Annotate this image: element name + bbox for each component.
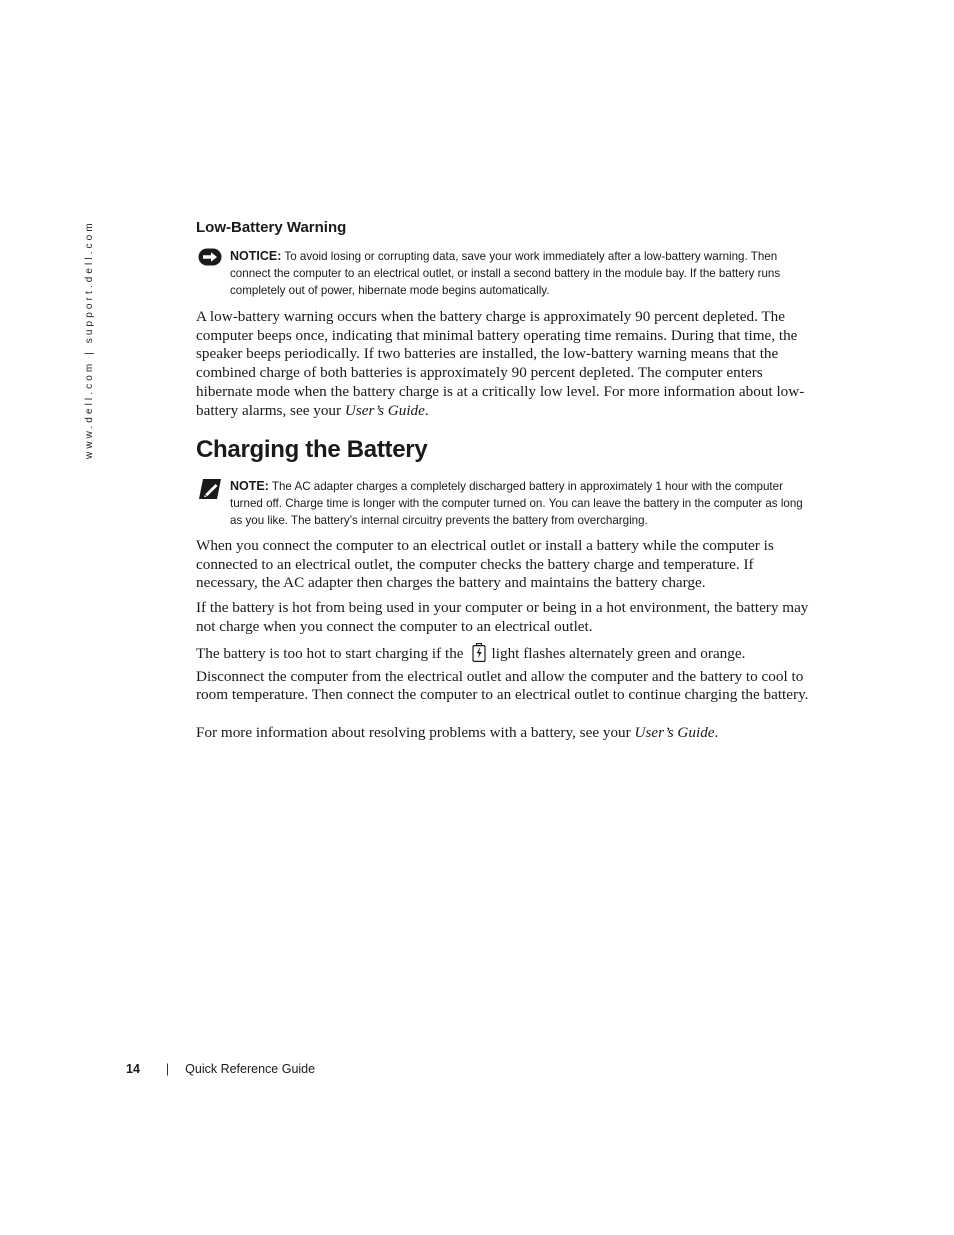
users-guide-reference: User’s Guide [344, 401, 425, 419]
notice-label: NOTICE: [230, 249, 282, 263]
note-pencil-icon [198, 478, 222, 505]
low-battery-paragraph-text: A low-battery warning occurs when the battery charge is approximately 90 percent depleted. The computer beeps once, indicating that minimal battery operating time remains. During that time, the speaker beeps periodically. If two batteries are installed, the low-battery warning means that the combined charge of both batteries is approximately 90 percent depleted. The computer enters hibernate mode when the battery charge is at a critically low level. For more information about low-battery alarms, see your [196, 308, 805, 419]
users-guide-reference-2: User’s Guide [634, 724, 715, 741]
page-number: 14 [126, 1062, 140, 1076]
charging-paragraph-1: When you connect the computer to an electrical outlet or install a battery while the computer is connected to an electrical outlet, the computer checks the battery charge and temperature. If necessary, the AC adapter then charges the battery and maintains the battery charge. [196, 537, 774, 592]
charging-heading: Charging the Battery [196, 436, 428, 463]
low-battery-paragraph-end: . [424, 401, 429, 419]
charging-paragraph-3-before: The battery is too hot to start charging if the [196, 645, 464, 662]
low-battery-heading: Low-Battery Warning [196, 219, 347, 236]
footer-separator: | [165, 1062, 170, 1076]
side-url: www.dell.com | support.dell.com [84, 220, 95, 459]
footer-title: Quick Reference Guide [185, 1062, 316, 1076]
low-battery-paragraph [196, 308, 816, 420]
charging-paragraph-3 [196, 643, 816, 705]
charging-paragraph-4-text: For more information about resolving problems with a battery, see your [196, 724, 635, 741]
page-footer [126, 1062, 315, 1076]
note-callout [196, 478, 816, 529]
battery-light-icon [472, 643, 486, 668]
notice-text: To avoid losing or corrupting data, save your work immediately after a low-battery warning. Then connect the computer to an electrical outlet, or install a second battery in the module bay. If the battery runs completely out of power, hibernate mode begins automatically. [230, 250, 781, 297]
charging-paragraph-2: If the battery is hot from being used in your computer or being in a hot environment, the battery may not charge when you connect the computer to an electrical outlet. [196, 599, 809, 635]
charging-paragraph-3-after: light flashes alternately green and orange. Disconnect the computer from the electrical outlet and allow the computer and the battery to cool to room temperature. Then connect the computer to an electrical outlet to continue charging the battery. [196, 645, 809, 704]
notice-arrow-icon [198, 248, 222, 271]
charging-paragraph-4 [196, 724, 816, 743]
charging-paragraph-4-end: . [714, 724, 719, 741]
note-text: The AC adapter charges a completely discharged battery in approximately 1 hour with the computer turned off. Charge time is longer with the computer turned on. You can leave the battery in the computer as long as you like. The battery’s internal circuitry prevents the battery from overcharging. [230, 480, 803, 527]
notice-callout [196, 248, 816, 299]
note-label: NOTE: [230, 479, 269, 493]
